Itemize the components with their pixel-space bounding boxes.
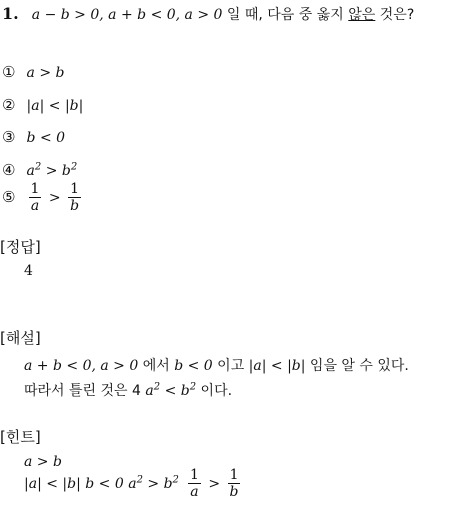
- option-1: [2, 62, 65, 81]
- option-text: a > b: [26, 65, 65, 81]
- option-3: [2, 127, 65, 146]
- hint-line-1: a > b: [24, 454, 62, 470]
- option-5: [2, 182, 81, 213]
- option-4: [2, 160, 77, 179]
- explanation-label: [해설]: [0, 329, 41, 347]
- explanation-line-2: 따라서 틀린 것은 4 $a^2 < b^2$ 이다.: [24, 381, 233, 399]
- option-base: a: [26, 163, 35, 179]
- explanation-line-1: a + b < 0, a > 0 에서 b < 0 이고 |a| < |b| 임을 알 수 있다.: [24, 358, 409, 374]
- option-text: |a| < |b|: [26, 98, 84, 114]
- option-exponent: 2: [34, 161, 42, 173]
- option-marker: ②: [2, 96, 16, 114]
- question-number: 1.: [2, 4, 19, 23]
- option-2: [2, 95, 83, 114]
- fraction: $\frac{1}{b}$: [70, 181, 80, 214]
- option-operator: >: [48, 189, 61, 206]
- option-marker: ⑤: [2, 188, 16, 206]
- hint-label: [힌트]: [0, 428, 41, 446]
- fraction: $\frac{1}{b}$: [229, 467, 239, 500]
- question-prompt-1: 일 때, 다음 중 옳지: [222, 7, 349, 23]
- option-marker: ③: [2, 128, 16, 146]
- answer-label: [정답]: [0, 238, 41, 256]
- option-marker: ④: [2, 161, 16, 179]
- question-prompt-2: 것은?: [375, 7, 415, 23]
- question-line: [2, 4, 414, 24]
- question-emphasis: 않은: [348, 7, 376, 23]
- question-condition: a − b > 0, a + b < 0, a > 0: [31, 7, 223, 23]
- fraction: $\frac{1}{a}$: [190, 467, 199, 500]
- option-marker: ①: [2, 63, 16, 81]
- answer-value: 4: [24, 263, 33, 279]
- option-rel: > b: [41, 163, 71, 179]
- hint-line-2: |a| < |b| b < 0 $a^2 > b^2$ $\frac{1}{a}$ > $\frac{1}{b}$: [24, 467, 239, 500]
- fraction: $\frac{1}{a}$: [30, 181, 40, 214]
- option-text: b < 0: [26, 130, 66, 146]
- option-exponent: 2: [70, 161, 78, 173]
